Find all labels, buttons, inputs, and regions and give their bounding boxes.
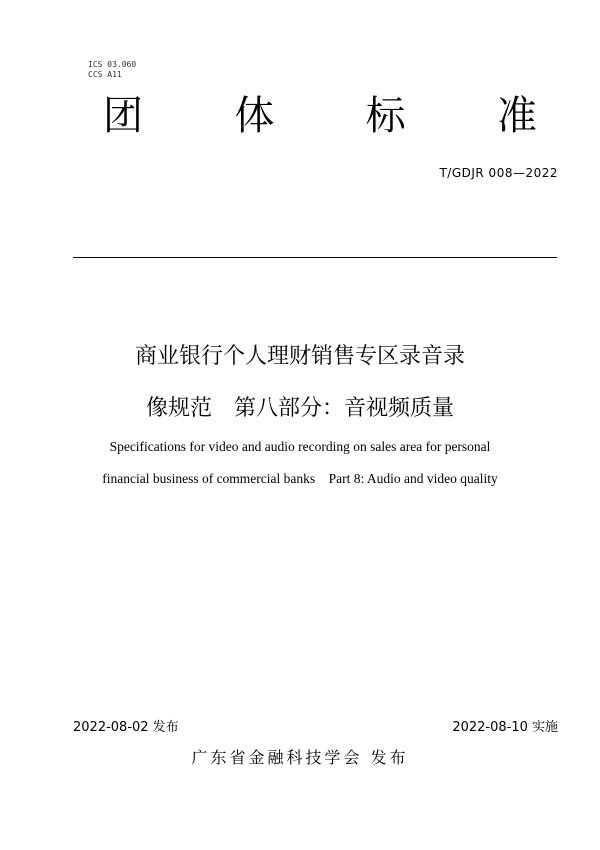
classification-codes (88, 60, 136, 80)
ccs-code: CCS A11 (88, 70, 122, 79)
publish-date: 2022-08-02 发布 (73, 720, 179, 735)
english-title-line-2: financial business of commercial banks Part 8: Audio and video quality (102, 471, 498, 486)
issuing-organization: 广东省金融科技学会 发布 (191, 748, 409, 767)
ics-code: ICS 03.060 (88, 60, 137, 69)
document-number: T/GDJR 008—2022 (439, 166, 558, 180)
heading-char-4: 准 (496, 93, 537, 139)
chinese-title-line-2: 像规范 第八部分：音视频质量 (145, 396, 454, 421)
heading-char-2: 体 (234, 93, 275, 139)
header-divider (73, 257, 557, 258)
chinese-title-line-1: 商业银行个人理财销售专区录音录 (134, 344, 465, 369)
heading-char-3: 标 (365, 93, 406, 139)
english-title-line-1: Specifications for video and audio recording on sales area for personal (109, 439, 491, 454)
standard-type-heading (95, 88, 545, 144)
heading-char-1: 团 (103, 93, 143, 139)
effective-date: 2022-08-10 实施 (452, 720, 558, 735)
